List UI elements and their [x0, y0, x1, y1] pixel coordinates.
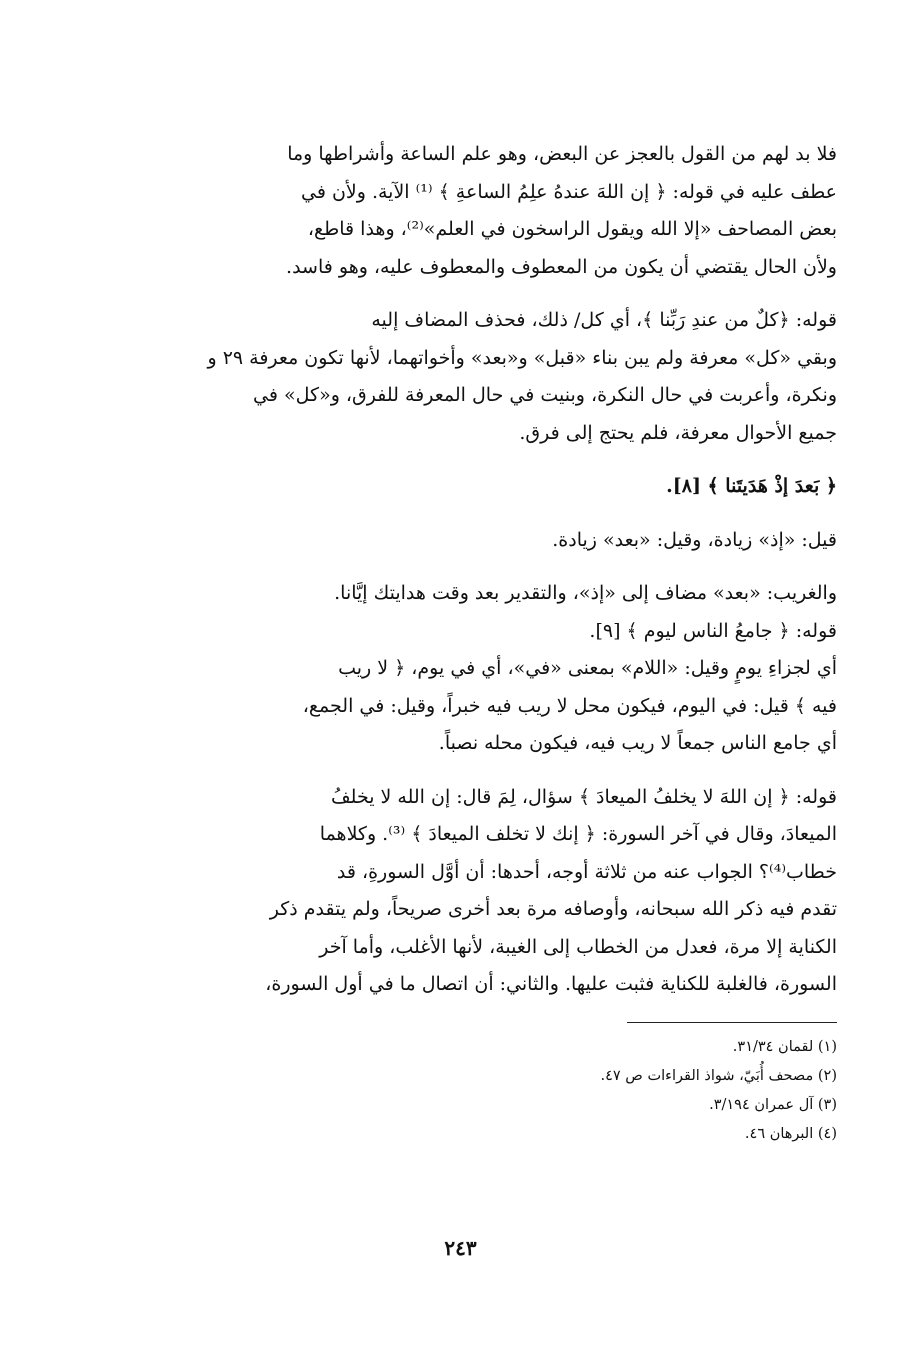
line: الكناية إلا مرة، فعدل من الخطاب إلى الغيبة، لأنها الأغلب، وأما آخر: [319, 935, 837, 958]
body-text: [84, 136, 837, 1004]
line: والغريب: «بعد» مضاف إلى «إذ»، والتقدير بعد وقت هدايتك إيَّانا.: [334, 582, 837, 604]
footnotes: [84, 1033, 837, 1149]
line: قوله: ﴿ جامعُ الناس ليوم ﴾ [٩].: [589, 619, 837, 642]
line: عطف عليه في قوله: ﴿ إن اللهَ عندهُ علِمُ الساعةِ ﴾ ⁽¹⁾ الآية. ولأن في: [300, 180, 837, 203]
line: جميع الأحوال معرفة، فلم يحتج إلى فرق.: [519, 421, 837, 444]
footnote-2: (٢) مصحف أُبَيّ، شواذ القراءات ص ٤٧.: [600, 1067, 837, 1084]
line: فيه ﴾ قيل: في اليوم، فيكون محل لا ريب فيه خبراً، وقيل: في الجمع،: [302, 694, 837, 717]
footnote-3: (٣) آل عمران ٣/١٩٤.: [709, 1096, 837, 1113]
footnote-separator: [627, 1022, 837, 1023]
line: قيل: «إذ» زيادة، وقيل: «بعد» زيادة.: [552, 528, 837, 551]
footnote-1: (١) لقمان ٣١/٣٤.: [732, 1038, 837, 1055]
line: بعض المصاحف «إلا الله ويقول الراسخون في العلم»⁽²⁾، وهذا قاطع،: [307, 218, 837, 240]
paragraph-5: [84, 650, 837, 763]
page-number: ٢٤٣: [444, 1236, 477, 1260]
paragraph-4: [84, 575, 837, 650]
line: وبقي «كل» معرفة ولم يبن بناء «قبل» و«بعد» وأخواتهما، لأنها تكون معرفة ٢٩ و: [207, 346, 837, 369]
verse-heading-1: [84, 468, 837, 506]
line: أي لجزاءِ يومٍ وقيل: «اللام» بمعنى «في»، أي في يوم، ﴿ لا ريب: [338, 657, 837, 679]
line: قوله: ﴿كلٌ من عندِ رَبِّنا ﴾، أي كل/ ذلك، فحذف المضاف إليه: [371, 309, 837, 331]
footnote-4: (٤) البرهان ٤٦.: [744, 1125, 837, 1142]
line: ونكرة، وأعربت في حال النكرة، وبنيت في حال المعرفة للفرق، و«كل» في: [253, 384, 837, 406]
paragraph-2: [84, 302, 837, 452]
paragraph-1: [84, 136, 837, 286]
line: ولأن الحال يقتضي أن يكون من المعطوف والمعطوف عليه، وهو فاسد.: [286, 255, 837, 278]
paragraph-3: [84, 522, 837, 560]
line: أي جامع الناس جمعاً لا ريب فيه، فيكون محله نصباً.: [438, 732, 837, 754]
line: تقدم فيه ذكر الله سبحانه، وأوصافه مرة بعد أخرى صريحاً، ولم يتقدم ذكر: [269, 898, 837, 920]
line: الميعادَ، وقال في آخر السورة: ﴿ إنك لا تخلف الميعادَ ﴾ ⁽³⁾. وكلاهما: [319, 823, 837, 845]
line: السورة، فالغلبة للكناية فثبت عليها. والثاني: أن اتصال ما في أول السورة،: [265, 973, 837, 995]
line: فلا بد لهم من القول بالعجز عن البعض، وهو علم الساعة وأشراطها وما: [287, 143, 837, 165]
line: خطاب⁽⁴⁾؟ الجواب عنه من ثلاثة أوجه، أحدها: أن أوَّل السورةِ، قد: [336, 860, 837, 883]
line: ﴿ بَعدَ إذْ هَدَيتَنا ﴾ [٨].: [666, 475, 837, 497]
line: قوله: ﴿ إن اللهَ لا يخلفُ الميعادَ ﴾ سؤال، لِمَ قال: إن الله لا يخلفُ: [330, 785, 837, 808]
paragraph-6: [84, 779, 837, 1004]
